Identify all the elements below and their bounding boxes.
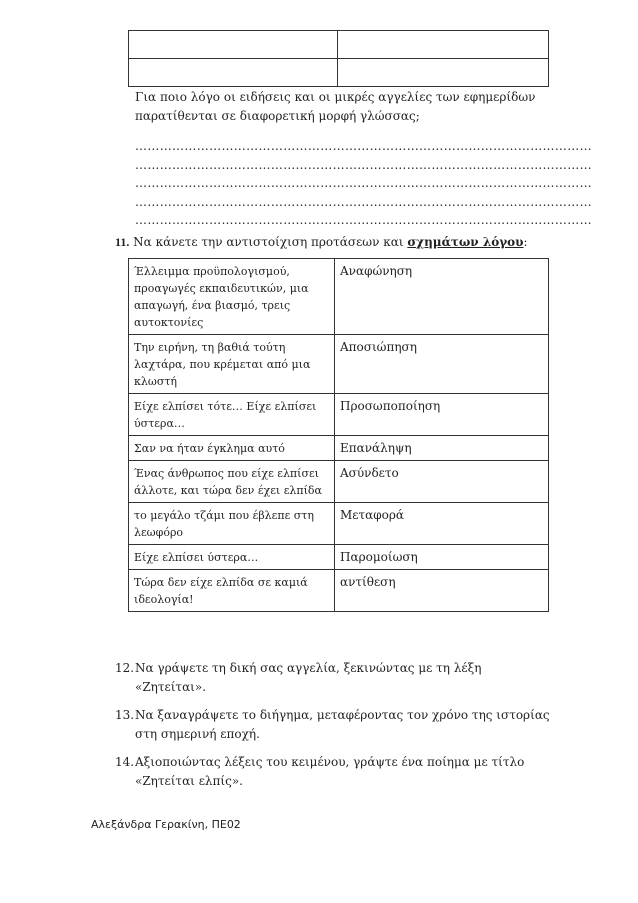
sentence-cell: Ένας άνθρωπος που είχε ελπίσει άλλοτε, και τώρα δεν έχει ελπίδα [129, 461, 335, 503]
figure-cell: Αναφώνηση [335, 259, 549, 335]
table-cell [129, 59, 338, 87]
sentence-cell: Είχε ελπίσει ύστερα… [129, 545, 335, 570]
task-line: στη σημερινή εποχή. [135, 727, 260, 741]
figure-cell: Αποσιώπηση [335, 335, 549, 394]
table-row [129, 570, 549, 612]
sentence-cell: Την ειρήνη, τη βαθιά τούτη λαχτάρα, που κρέμεται από μια κλωστή [129, 335, 335, 394]
table-cell [338, 31, 549, 59]
dotted-answer-line: ………………………………………………………………………………………………… [135, 139, 592, 153]
exercise-number: 11. [115, 235, 130, 249]
task-line: Να γράψετε τη δική σας αγγελία, ξεκινώντας με τη λέξη [135, 661, 482, 675]
table-row [129, 31, 549, 59]
figure-cell: Επανάληψη [335, 436, 549, 461]
sentence-cell: Τώρα δεν είχε ελπίδα σε καμιά ιδεολογία! [129, 570, 335, 612]
question-line: παρατίθενται σε διαφορετική μορφή γλώσσας; [135, 109, 420, 123]
table-row [129, 259, 549, 335]
task-line: «Ζητείται ελπίς». [135, 774, 243, 788]
exercise-text-end: : [523, 235, 528, 249]
answer-table-top [128, 30, 549, 87]
task-line: «Ζητείται». [135, 680, 207, 694]
table-row [129, 59, 549, 87]
task-list [115, 659, 555, 800]
dotted-answer-line: ………………………………………………………………………………………………… [135, 194, 592, 209]
figure-cell: Ασύνδετο [335, 461, 549, 503]
figure-cell: αντίθεση [335, 570, 549, 612]
table-cell [129, 31, 338, 59]
exercise-emphasis: σχημάτων λόγου [407, 235, 524, 249]
figure-cell: Παρομοίωση [335, 545, 549, 570]
task-line: Αξιοποιώντας λέξεις του κειμένου, γράψτε ένα ποίημα με τίτλο [135, 755, 525, 769]
figure-cell: Μεταφορά [335, 503, 549, 545]
dotted-answer-line: ………………………………………………………………………………………………… [135, 176, 592, 190]
question-line: Για ποιο λόγο οι ειδήσεις και οι μικρές αγγελίες των εφημερίδων [135, 90, 536, 104]
dotted-answer-line: ………………………………………………………………………………………………… [135, 157, 592, 172]
task-number: 14. [115, 755, 135, 769]
task-item [115, 706, 555, 744]
table-row [129, 436, 549, 461]
task-text [135, 706, 555, 744]
task-line: Να ξαναγράψετε το διήγημα, μεταφέροντας τον χρόνο της ιστορίας [135, 708, 550, 722]
sentence-cell: Σαν να ήταν έγκλημα αυτό [129, 436, 335, 461]
sentence-cell: Έλλειμμα προϋπολογισμού, προαγωγές εκπαιδευτικών, μια απαγωγή, ένα βιασμό, τρεις αυτοκτονίες [129, 259, 335, 335]
dotted-answer-line: ………………………………………………………………………………………………… [135, 213, 592, 227]
table-row [129, 394, 549, 436]
table-cell [338, 59, 549, 87]
figure-cell: Προσωποποίηση [335, 394, 549, 436]
sentence-cell: Είχε ελπίσει τότε… Είχε ελπίσει ύστερα… [129, 394, 335, 436]
table-row [129, 335, 549, 394]
table-row [129, 503, 549, 545]
question-prompt [135, 88, 555, 126]
task-number: 13. [115, 708, 135, 722]
matching-table [128, 258, 549, 612]
task-item [115, 753, 555, 791]
task-text [135, 753, 555, 791]
exercise-11-heading [115, 234, 528, 250]
answer-dotted-lines [135, 137, 592, 230]
sentence-cell: το μεγάλο τζάμι που έβλεπε στη λεωφόρο [129, 503, 335, 545]
task-text [135, 659, 555, 697]
exercise-text: Να κάνετε την αντιστοίχιση προτάσεων και [133, 235, 408, 249]
task-item [115, 659, 555, 697]
table-row [129, 461, 549, 503]
table-row [129, 545, 549, 570]
footer-author: Αλεξάνδρα Γερακίνη, ΠΕ02 [91, 818, 241, 831]
task-number: 12. [115, 661, 135, 675]
